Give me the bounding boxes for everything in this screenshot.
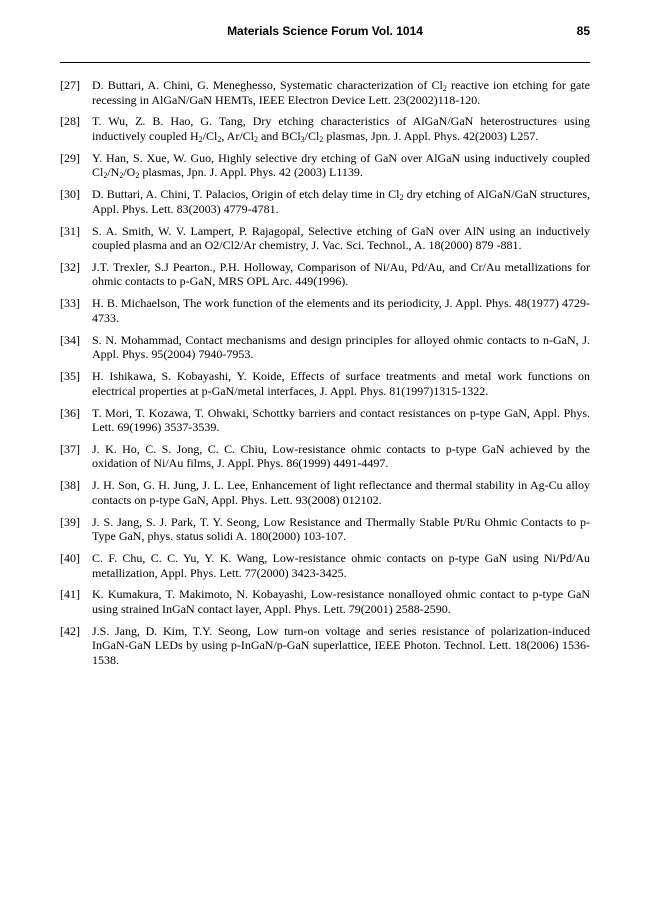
subscript: 2 xyxy=(399,193,404,203)
reference-text-segment: /N xyxy=(107,165,120,180)
reference-item xyxy=(60,260,590,289)
reference-text-segment: /Cl xyxy=(304,128,320,143)
reference-text-segment: T. Mori, T. Kozawa, T. Ohwaki, Schottky barriers and contact resistances on p-type GaN, Appl. Phys. Lett. 69(1996) 3537-3539. xyxy=(92,405,590,435)
reference-text xyxy=(92,296,590,325)
subscript: 3 xyxy=(300,134,305,144)
reference-number: [41] xyxy=(60,587,80,602)
reference-text-segment: C. F. Chu, C. C. Yu, Y. K. Wang, Low-resistance ohmic contacts on p-type GaN using Ni/Pd/Au metallization, Appl. Phys. Lett. 77(2000) 3423-3425. xyxy=(92,551,590,580)
header-rule xyxy=(60,62,590,63)
reference-text-segment: J.T. Trexler, S.J Pearton., P.H. Holloway, Comparison of Ni/Au, Pd/Au, and Cr/Au metallizations for ohmic contacts to p-GaN, MRS OPL Arc. 449(1996). xyxy=(92,259,590,289)
reference-item xyxy=(60,78,590,107)
reference-text xyxy=(92,551,590,580)
reference-number: [33] xyxy=(60,296,80,311)
reference-text-segment: D. Buttari, A. Chini, T. Palacios, Origin of etch delay time in Cl xyxy=(92,187,400,202)
reference-item xyxy=(60,587,590,616)
reference-list xyxy=(60,78,590,675)
reference-text-segment: S. A. Smith, W. V. Lampert, P. Rajagopal, Selective etching of GaN over AlN using an inductively coupled plasma and an O2/Cl2/Ar chemistry, J. Vac. Sci. Technol., A. 18(2000) 879 -881. xyxy=(92,223,590,253)
reference-text-segment: /O xyxy=(123,165,136,180)
reference-number: [42] xyxy=(60,623,80,638)
reference-text xyxy=(92,406,590,435)
reference-text-segment: T. Wu, Z. B. Hao, G. Tang, Dry etching characteristics of AlGaN/GaN heterostructures using inductively coupled H xyxy=(92,114,590,143)
reference-number: [37] xyxy=(60,441,80,456)
page-number: 85 xyxy=(576,24,590,38)
reference-text-segment: , Ar/Cl xyxy=(221,128,254,143)
reference-text-segment: J.S. Jang, D. Kim, T.Y. Seong, Low turn-on voltage and series resistance of polarization-induced InGaN-GaN LEDs by using p-InGaN/p-GaN superlattice, IEEE Photon. Technol. Lett. 18(2006) 1536-1538. xyxy=(92,623,590,667)
reference-item xyxy=(60,478,590,507)
subscript: 2 xyxy=(119,171,124,181)
reference-number: [32] xyxy=(60,259,80,274)
reference-text-segment: /Cl xyxy=(202,128,218,143)
subscript: 2 xyxy=(103,171,108,181)
reference-text-segment: J. H. Son, G. H. Jung, J. L. Lee, Enhancement of light reflectance and thermal stability in Ag-Cu alloy contacts on p-type GaN, Appl. Phys. Lett. 93(2008) 012102. xyxy=(92,478,590,507)
reference-text xyxy=(92,187,590,216)
reference-item xyxy=(60,551,590,580)
reference-text-segment: D. Buttari, A. Chini, G. Meneghesso, Systematic characterization of Cl xyxy=(92,78,443,92)
subscript: 2 xyxy=(253,134,258,144)
subscript: 2 xyxy=(442,84,447,93)
reference-text xyxy=(92,114,590,143)
reference-text xyxy=(92,260,590,289)
reference-item xyxy=(60,296,590,325)
reference-text xyxy=(92,624,590,668)
reference-item xyxy=(60,151,590,180)
reference-text xyxy=(92,478,590,507)
subscript: 2 xyxy=(135,171,140,181)
reference-text-segment: J. S. Jang, S. J. Park, T. Y. Seong, Low Resistance and Thermally Stable Pt/Ru Ohmic Contacts to p-Type GaN, phys. status solidi A. 180(2000) 103-107. xyxy=(92,514,590,544)
reference-number: [35] xyxy=(60,369,80,384)
reference-text-segment: H. B. Michaelson, The work function of the elements and its periodicity, J. Appl. Phys. 48(1977) 4729-4733. xyxy=(92,296,590,325)
reference-number: [30] xyxy=(60,187,80,202)
reference-text xyxy=(92,78,590,107)
reference-number: [27] xyxy=(60,78,80,92)
reference-text-segment: reactive ion etching for gate recessing in AlGaN/GaN HEMTs, IEEE Electron Device Lett. 23(2002)118-120. xyxy=(92,78,590,107)
subscript: 2 xyxy=(198,134,203,144)
reference-text xyxy=(92,442,590,471)
reference-number: [36] xyxy=(60,405,80,420)
reference-item xyxy=(60,187,590,216)
reference-item xyxy=(60,114,590,143)
reference-number: [38] xyxy=(60,478,80,493)
page-header xyxy=(60,24,590,42)
reference-item xyxy=(60,224,590,253)
reference-text-segment: and BCl xyxy=(257,128,301,143)
reference-text xyxy=(92,587,590,616)
reference-number: [31] xyxy=(60,223,80,238)
reference-text-segment: J. K. Ho, C. S. Jong, C. C. Chiu, Low-resistance ohmic contacts to p-type GaN achieved by the oxidation of Ni/Au films, J. Appl. Phys. 86(1999) 4491-4497. xyxy=(92,441,590,471)
reference-item xyxy=(60,442,590,471)
reference-number: [34] xyxy=(60,332,80,347)
reference-number: [29] xyxy=(60,150,80,165)
subscript: 2 xyxy=(217,134,222,144)
reference-item xyxy=(60,624,590,668)
reference-text-segment: dry etching of AlGaN/GaN structures, Appl. Phys. Lett. 83(2003) 4779-4781. xyxy=(92,187,590,216)
reference-text-segment: Y. Han, S. Xue, W. Guo, Highly selective dry etching of GaN over AlGaN using inductively coupled Cl xyxy=(92,150,590,180)
reference-item xyxy=(60,369,590,398)
reference-number: [28] xyxy=(60,114,80,129)
reference-item xyxy=(60,333,590,362)
reference-text xyxy=(92,151,590,180)
reference-text xyxy=(92,515,590,544)
reference-text-segment: H. Ishikawa, S. Kobayashi, Y. Koide, Effects of surface treatments and metal work functions on electrical properties at p-GaN/metal interfaces, J. Appl. Phys. 81(1997)1315-1322. xyxy=(92,369,590,398)
reference-text-segment: plasmas, Jpn. J. Appl. Phys. 42(2003) L257. xyxy=(323,128,539,143)
reference-text-segment: plasmas, Jpn. J. Appl. Phys. 42 (2003) L1139. xyxy=(139,165,363,180)
subscript: 2 xyxy=(319,134,324,144)
reference-number: [40] xyxy=(60,551,80,566)
reference-item xyxy=(60,406,590,435)
reference-text-segment: K. Kumakura, T. Makimoto, N. Kobayashi, Low-resistance nonalloyed ohmic contact to p-type GaN using strained InGaN contact layer, Appl. Phys. Lett. 79(2001) 2588-2590. xyxy=(92,587,590,616)
journal-title: Materials Science Forum Vol. 1014 xyxy=(227,24,423,38)
reference-number: [39] xyxy=(60,514,80,529)
reference-text-segment: S. N. Mohammad, Contact mechanisms and design principles for alloyed ohmic contacts to n-GaN, J. Appl. Phys. 95(2004) 7940-7953. xyxy=(92,332,590,362)
reference-text xyxy=(92,224,590,253)
reference-text xyxy=(92,333,590,362)
reference-text xyxy=(92,369,590,398)
reference-item xyxy=(60,515,590,544)
